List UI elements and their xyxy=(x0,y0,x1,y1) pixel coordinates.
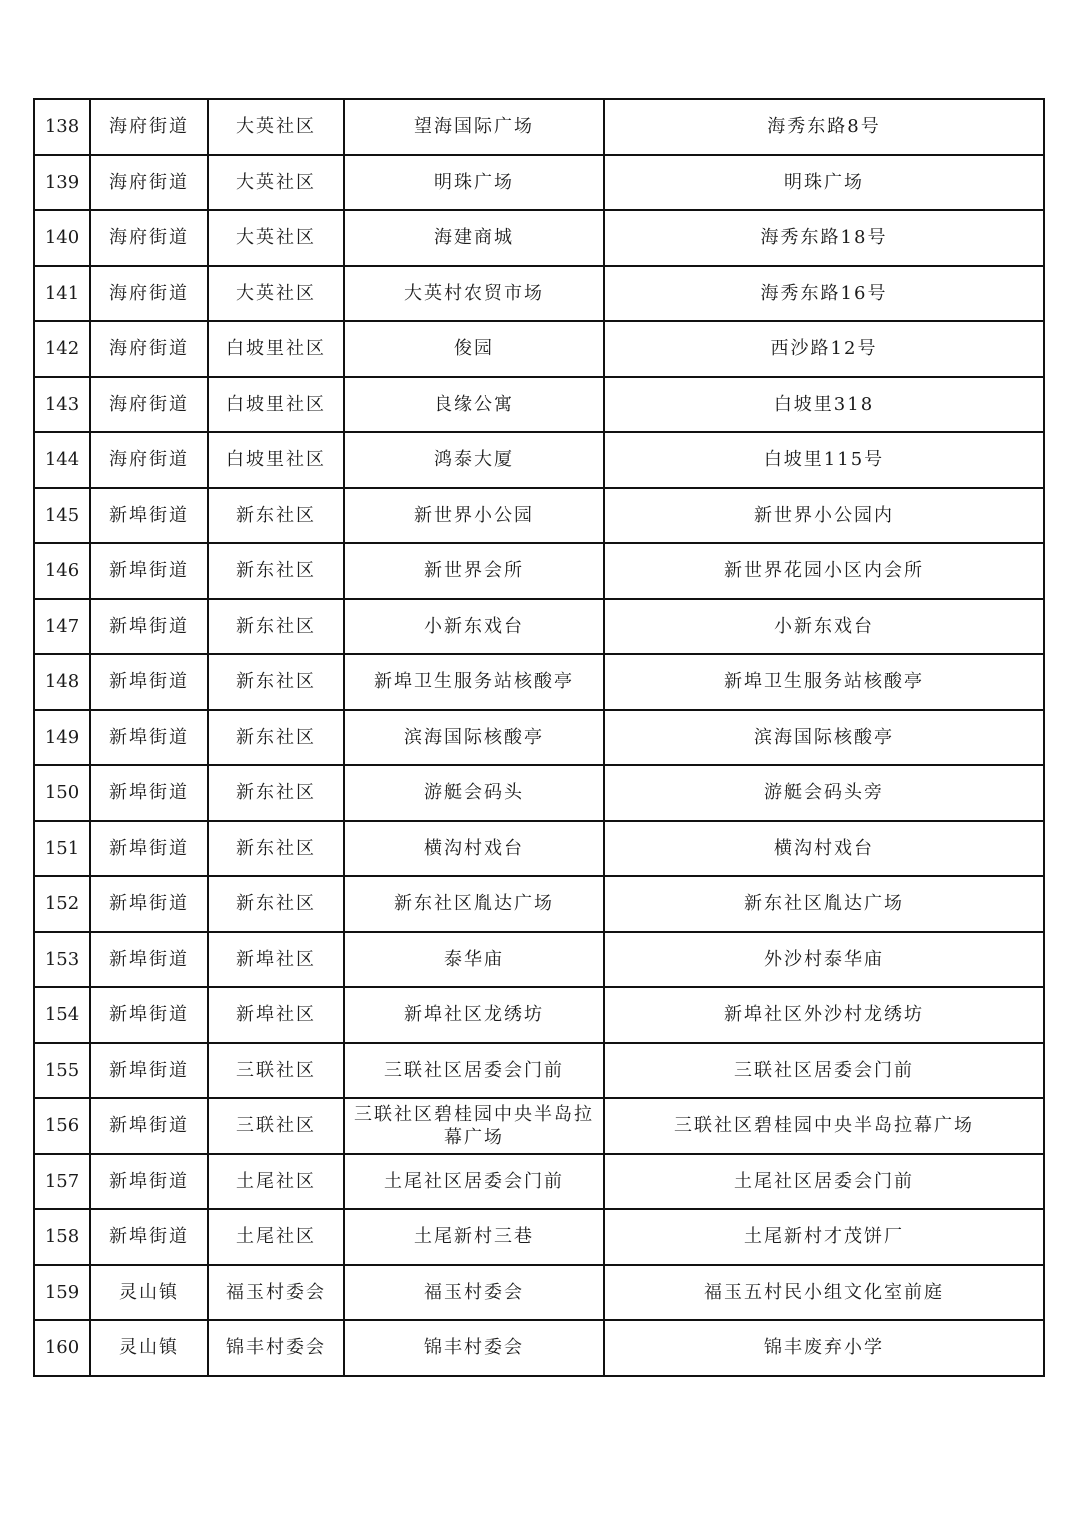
table-row xyxy=(34,710,1044,766)
address-cell: 小新东戏台 xyxy=(604,599,1044,655)
street-cell: 海府街道 xyxy=(90,155,208,211)
street-cell: 新埠街道 xyxy=(90,765,208,821)
sampling-site-cell: 新世界小公园 xyxy=(344,488,604,544)
sampling-site-cell: 新埠社区龙绣坊 xyxy=(344,987,604,1043)
address-cell: 横沟村戏台 xyxy=(604,821,1044,877)
sampling-site-cell: 新东社区胤达广场 xyxy=(344,876,604,932)
community-cell: 土尾社区 xyxy=(208,1154,344,1210)
address-cell: 新世界小公园内 xyxy=(604,488,1044,544)
street-cell: 新埠街道 xyxy=(90,488,208,544)
table-row xyxy=(34,1043,1044,1099)
table-row xyxy=(34,1209,1044,1265)
street-cell: 海府街道 xyxy=(90,266,208,322)
table-row xyxy=(34,266,1044,322)
street-cell: 海府街道 xyxy=(90,99,208,155)
community-cell: 白坡里社区 xyxy=(208,321,344,377)
community-cell: 新东社区 xyxy=(208,543,344,599)
street-cell: 海府街道 xyxy=(90,210,208,266)
address-cell: 白坡里318 xyxy=(604,377,1044,433)
row-number-cell: 159 xyxy=(34,1265,90,1321)
sampling-site-cell: 横沟村戏台 xyxy=(344,821,604,877)
row-number-cell: 143 xyxy=(34,377,90,433)
row-number-cell: 149 xyxy=(34,710,90,766)
community-cell: 大英社区 xyxy=(208,266,344,322)
community-cell: 三联社区 xyxy=(208,1098,344,1154)
row-number-cell: 139 xyxy=(34,155,90,211)
community-cell: 土尾社区 xyxy=(208,1209,344,1265)
row-number-cell: 156 xyxy=(34,1098,90,1154)
address-cell: 白坡里115号 xyxy=(604,432,1044,488)
table-row xyxy=(34,377,1044,433)
community-cell: 新东社区 xyxy=(208,710,344,766)
sampling-site-cell: 土尾新村三巷 xyxy=(344,1209,604,1265)
row-number-cell: 154 xyxy=(34,987,90,1043)
table-row xyxy=(34,543,1044,599)
street-cell: 新埠街道 xyxy=(90,1154,208,1210)
street-cell: 海府街道 xyxy=(90,377,208,433)
street-cell: 新埠街道 xyxy=(90,1209,208,1265)
address-cell: 新埠卫生服务站核酸亭 xyxy=(604,654,1044,710)
street-cell: 海府街道 xyxy=(90,321,208,377)
street-cell: 新埠街道 xyxy=(90,821,208,877)
community-cell: 新东社区 xyxy=(208,599,344,655)
street-cell: 新埠街道 xyxy=(90,543,208,599)
sampling-site-cell: 泰华庙 xyxy=(344,932,604,988)
table-row xyxy=(34,432,1044,488)
community-cell: 新东社区 xyxy=(208,876,344,932)
address-cell: 滨海国际核酸亭 xyxy=(604,710,1044,766)
sampling-site-cell: 三联社区碧桂园中央半岛拉幕广场 xyxy=(344,1098,604,1154)
address-cell: 新东社区胤达广场 xyxy=(604,876,1044,932)
street-cell: 新埠街道 xyxy=(90,932,208,988)
address-cell: 新埠社区外沙村龙绣坊 xyxy=(604,987,1044,1043)
community-cell: 福玉村委会 xyxy=(208,1265,344,1321)
sampling-site-cell: 新世界会所 xyxy=(344,543,604,599)
sampling-site-cell: 明珠广场 xyxy=(344,155,604,211)
row-number-cell: 158 xyxy=(34,1209,90,1265)
community-cell: 新埠社区 xyxy=(208,932,344,988)
street-cell: 灵山镇 xyxy=(90,1265,208,1321)
table-row xyxy=(34,155,1044,211)
document-page xyxy=(33,98,1043,1377)
row-number-cell: 140 xyxy=(34,210,90,266)
address-cell: 三联社区居委会门前 xyxy=(604,1043,1044,1099)
street-cell: 新埠街道 xyxy=(90,876,208,932)
row-number-cell: 155 xyxy=(34,1043,90,1099)
community-cell: 白坡里社区 xyxy=(208,377,344,433)
sampling-site-cell: 三联社区居委会门前 xyxy=(344,1043,604,1099)
address-cell: 明珠广场 xyxy=(604,155,1044,211)
address-cell: 海秀东路8号 xyxy=(604,99,1044,155)
community-cell: 大英社区 xyxy=(208,99,344,155)
sampling-site-cell: 土尾社区居委会门前 xyxy=(344,1154,604,1210)
sampling-site-cell: 望海国际广场 xyxy=(344,99,604,155)
table-row xyxy=(34,1265,1044,1321)
street-cell: 新埠街道 xyxy=(90,1043,208,1099)
community-cell: 三联社区 xyxy=(208,1043,344,1099)
row-number-cell: 150 xyxy=(34,765,90,821)
sampling-site-cell: 福玉村委会 xyxy=(344,1265,604,1321)
street-cell: 新埠街道 xyxy=(90,599,208,655)
row-number-cell: 160 xyxy=(34,1320,90,1376)
community-cell: 新埠社区 xyxy=(208,987,344,1043)
table-row xyxy=(34,1098,1044,1154)
row-number-cell: 157 xyxy=(34,1154,90,1210)
table-row xyxy=(34,821,1044,877)
sampling-site-cell: 新埠卫生服务站核酸亭 xyxy=(344,654,604,710)
table-body xyxy=(34,99,1044,1376)
row-number-cell: 142 xyxy=(34,321,90,377)
row-number-cell: 144 xyxy=(34,432,90,488)
row-number-cell: 145 xyxy=(34,488,90,544)
community-cell: 新东社区 xyxy=(208,765,344,821)
row-number-cell: 141 xyxy=(34,266,90,322)
community-cell: 大英社区 xyxy=(208,210,344,266)
street-cell: 新埠街道 xyxy=(90,710,208,766)
address-cell: 新世界花园小区内会所 xyxy=(604,543,1044,599)
table-row xyxy=(34,99,1044,155)
row-number-cell: 151 xyxy=(34,821,90,877)
site-table xyxy=(33,98,1045,1377)
table-row xyxy=(34,210,1044,266)
community-cell: 新东社区 xyxy=(208,654,344,710)
address-cell: 福玉五村民小组文化室前庭 xyxy=(604,1265,1044,1321)
street-cell: 新埠街道 xyxy=(90,987,208,1043)
sampling-site-cell: 锦丰村委会 xyxy=(344,1320,604,1376)
community-cell: 大英社区 xyxy=(208,155,344,211)
community-cell: 白坡里社区 xyxy=(208,432,344,488)
row-number-cell: 138 xyxy=(34,99,90,155)
table-row xyxy=(34,987,1044,1043)
table-row xyxy=(34,765,1044,821)
address-cell: 锦丰废弃小学 xyxy=(604,1320,1044,1376)
table-row xyxy=(34,654,1044,710)
row-number-cell: 148 xyxy=(34,654,90,710)
address-cell: 土尾新村才茂饼厂 xyxy=(604,1209,1044,1265)
table-row xyxy=(34,876,1044,932)
address-cell: 海秀东路16号 xyxy=(604,266,1044,322)
street-cell: 新埠街道 xyxy=(90,1098,208,1154)
row-number-cell: 146 xyxy=(34,543,90,599)
sampling-site-cell: 游艇会码头 xyxy=(344,765,604,821)
row-number-cell: 152 xyxy=(34,876,90,932)
address-cell: 外沙村泰华庙 xyxy=(604,932,1044,988)
table-row xyxy=(34,488,1044,544)
table-row xyxy=(34,1154,1044,1210)
row-number-cell: 147 xyxy=(34,599,90,655)
street-cell: 灵山镇 xyxy=(90,1320,208,1376)
street-cell: 新埠街道 xyxy=(90,654,208,710)
address-cell: 游艇会码头旁 xyxy=(604,765,1044,821)
sampling-site-cell: 滨海国际核酸亭 xyxy=(344,710,604,766)
address-cell: 三联社区碧桂园中央半岛拉幕广场 xyxy=(604,1098,1044,1154)
table-row xyxy=(34,932,1044,988)
table-row xyxy=(34,599,1044,655)
sampling-site-cell: 大英村农贸市场 xyxy=(344,266,604,322)
community-cell: 新东社区 xyxy=(208,821,344,877)
sampling-site-cell: 俊园 xyxy=(344,321,604,377)
sampling-site-cell: 鸿泰大厦 xyxy=(344,432,604,488)
address-cell: 海秀东路18号 xyxy=(604,210,1044,266)
address-cell: 西沙路12号 xyxy=(604,321,1044,377)
sampling-site-cell: 小新东戏台 xyxy=(344,599,604,655)
table-row xyxy=(34,1320,1044,1376)
community-cell: 新东社区 xyxy=(208,488,344,544)
community-cell: 锦丰村委会 xyxy=(208,1320,344,1376)
sampling-site-cell: 海建商城 xyxy=(344,210,604,266)
sampling-site-cell: 良缘公寓 xyxy=(344,377,604,433)
street-cell: 海府街道 xyxy=(90,432,208,488)
table-row xyxy=(34,321,1044,377)
row-number-cell: 153 xyxy=(34,932,90,988)
address-cell: 土尾社区居委会门前 xyxy=(604,1154,1044,1210)
